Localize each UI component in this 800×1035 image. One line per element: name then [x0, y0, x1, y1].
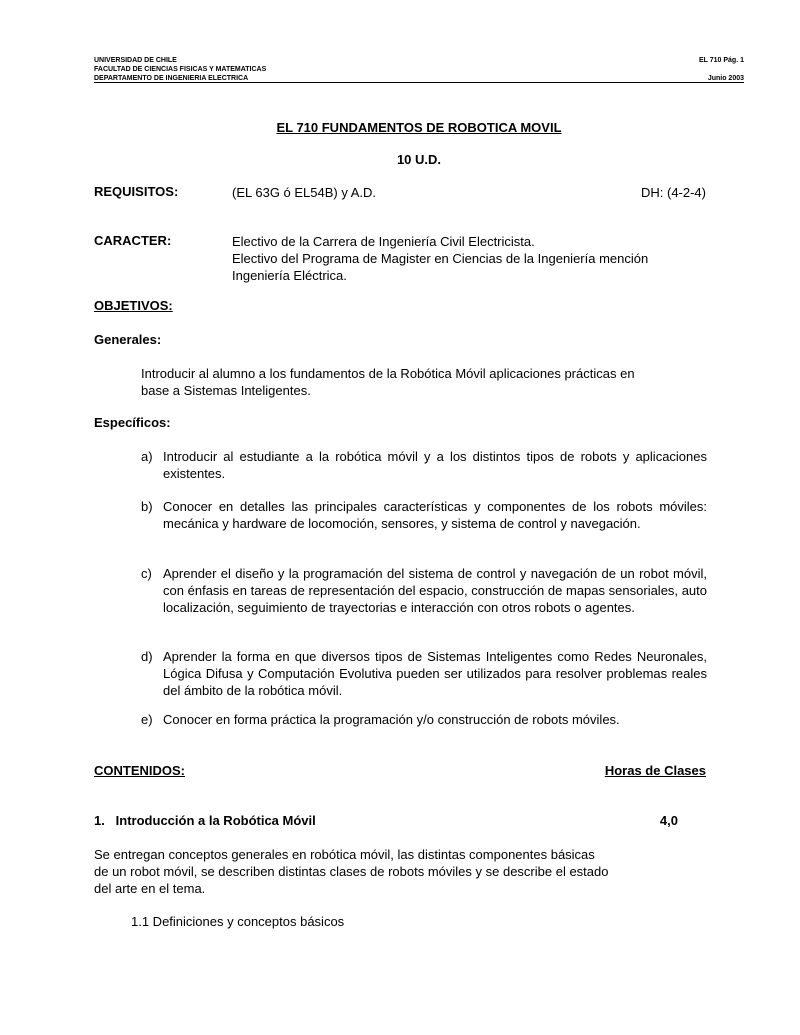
section-description: Se entregan conceptos generales en robótica móvil, las distintas componentes básicas de un robot móvil, se describen distintas clases de robots móviles y se describe el estado del arte en el tema. — [94, 847, 609, 896]
objective-marker: d) — [141, 649, 153, 664]
department-name: DEPARTAMENTO DE INGENIERIA ELECTRICA — [94, 75, 249, 82]
section-title: 1. Introducción a la Robótica Móvil — [94, 813, 316, 828]
objective-text: Aprender el diseño y la programación del sistema de control y navegación de un robot móvil, con énfasis en tareas de representación del espacio, construcción de mapas sensoriales, auto localización, seguimiento de trayectorias e interacción con otros robots o agentes. — [163, 566, 707, 615]
objective-text: Introducir al estudiante a la robótica móvil y a los distintos tipos de robots y aplicaciones existentes. — [163, 449, 707, 481]
objective-marker: a) — [141, 449, 153, 464]
objective-text: Aprender la forma en que diversos tipos de Sistemas Inteligentes como Redes Neuronales, Lógica Difusa y Computación Evolutiva pueden ser utilizados para resolver problemas reales del ámbito de la robótica móvil. — [163, 649, 707, 698]
course-title: EL 710 FUNDAMENTOS DE ROBOTICA MOVIL — [276, 120, 562, 135]
objective-item — [141, 711, 707, 728]
requisitos-value: (EL 63G ó EL54B) y A.D. — [232, 185, 377, 200]
faculty-name: FACULTAD DE CIENCIAS FISICAS Y MATEMATICAS — [94, 66, 267, 73]
header-divider — [94, 82, 744, 83]
objective-item — [141, 498, 707, 532]
objective-text: Conocer en forma práctica la programación y/o construcción de robots móviles. — [163, 712, 620, 727]
contenidos-heading: CONTENIDOS: — [94, 763, 185, 778]
objective-item — [141, 448, 707, 482]
objetivos-heading: OBJETIVOS: — [94, 298, 173, 313]
page-header — [94, 56, 744, 83]
header-date: Junio 2003 — [707, 75, 744, 82]
objective-item — [141, 565, 707, 616]
objective-item — [141, 648, 707, 699]
horas-de-clases-heading: Horas de Clases — [604, 763, 706, 778]
subsection-item: 1.1 Definiciones y conceptos básicos — [131, 914, 345, 929]
requisitos-label: REQUISITOS: — [94, 184, 179, 199]
caracter-text: Electivo de la Carrera de Ingeniería Civil Electricista. Electivo del Programa de Magister en Ciencias de la Ingeniería mención Ingeniería Eléctrica. — [232, 234, 649, 283]
objective-marker: b) — [141, 499, 153, 514]
course-page-ref: EL 710 Pág. 1 — [698, 57, 744, 64]
university-name: UNIVERSIDAD DE CHILE — [94, 57, 177, 64]
objective-text: Conocer en detalles las principales características y componentes de los robots móviles: mecánica y hardware de locomoción, sensores, y sistema de control y navegación. — [163, 499, 707, 531]
objective-marker: e) — [141, 712, 153, 727]
course-units: 10 U.D. — [396, 152, 442, 167]
section-hours: 4,0 — [659, 813, 678, 828]
caracter-label: CARACTER: — [94, 233, 172, 248]
dh-value: DH: (4-2-4) — [640, 185, 706, 200]
generales-text: Introducir al alumno a los fundamentos de la Robótica Móvil aplicaciones prácticas en base a Sistemas Inteligentes. — [141, 366, 635, 398]
especificos-label: Específicos: — [94, 415, 171, 430]
generales-label: Generales: — [94, 332, 162, 347]
objective-marker: c) — [141, 566, 152, 581]
